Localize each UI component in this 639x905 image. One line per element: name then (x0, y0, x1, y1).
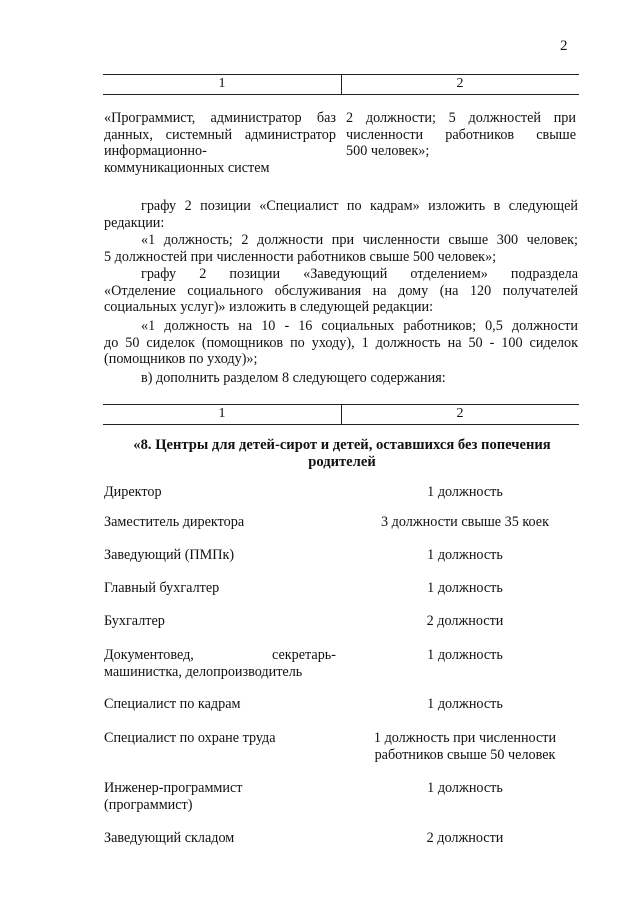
position-name (104, 514, 336, 531)
text-line: 1 должность (427, 484, 503, 500)
text-line: работников свыше 50 человек (374, 746, 556, 763)
table-header-bottom (103, 404, 579, 425)
text-line: 2 должности (426, 613, 504, 629)
text-line: 1 должность (427, 547, 503, 563)
text-line: машинистка, делопроизводитель (104, 663, 303, 680)
position-name (104, 484, 336, 501)
text-line: Директор (104, 484, 162, 500)
text-line: Специалист по кадрам (104, 696, 241, 712)
position-name (104, 780, 336, 813)
position-count (362, 484, 568, 501)
section-title-line: родителей (308, 454, 376, 470)
text-line: Документовед, секретарь- (104, 647, 336, 663)
position-count (362, 830, 568, 847)
position-name (104, 647, 336, 680)
position-count (362, 580, 568, 597)
column-2-header: 2 (456, 406, 464, 421)
position-name (104, 830, 336, 847)
position-name-cell (104, 110, 336, 176)
text-line: информационно- (104, 143, 207, 159)
position-name (104, 613, 336, 630)
section-title-line: «8. Центры для детей-сирот и детей, оставшихся без попечения (133, 437, 551, 453)
text-line: «Программист, администратор баз (104, 110, 336, 126)
position-count (362, 730, 568, 763)
text-line: редакции: (104, 214, 165, 231)
text-line: 500 человек»; (346, 143, 430, 159)
position-name (104, 547, 336, 564)
text-line: 1 должность (427, 696, 503, 712)
text-line: данных, системный администратор (104, 126, 336, 143)
text-line: 1 должность при численности (373, 730, 557, 746)
text-line: в) дополнить разделом 8 следующего содержания: (141, 370, 446, 386)
position-count (362, 647, 568, 664)
column-1-header: 1 (218, 76, 226, 91)
text-line: «1 должность; 2 должности при численности свыше 300 человек; (141, 232, 578, 248)
text-line: Заместитель директора (104, 514, 245, 530)
text-line: Главный бухгалтер (104, 580, 220, 596)
text-line: 3 должности свыше 35 коек (381, 514, 549, 530)
position-count-cell (346, 110, 576, 160)
text-line: 5 должностей при численности работников свыше 500 человек»; (104, 248, 497, 265)
text-line: 1 должность (427, 647, 503, 663)
page-number: 2 (560, 38, 568, 54)
paragraph (104, 198, 578, 231)
text-line: коммуникационных систем (104, 159, 270, 176)
text-line: «Отделение социального обслуживания на дому (на 120 получателей (104, 282, 578, 299)
text-line: (программист) (104, 796, 193, 813)
text-line: графу 2 позиции «Заведующий отделением» подраздела (141, 266, 578, 282)
paragraph (104, 232, 578, 265)
paragraph (104, 318, 578, 368)
text-line: Инженер-программист (104, 780, 243, 796)
text-line: Заведующий (ПМПк) (104, 547, 235, 563)
text-line: 1 должность (427, 780, 503, 796)
column-1-header: 1 (218, 406, 226, 421)
position-count (362, 780, 568, 797)
position-count (362, 514, 568, 531)
position-name (104, 580, 336, 597)
text-line: «1 должность на 10 - 16 социальных работников; 0,5 должности (141, 318, 578, 334)
column-2-header: 2 (456, 76, 464, 91)
position-count (362, 547, 568, 564)
position-count (362, 696, 568, 713)
text-line: (помощников по уходу)»; (104, 351, 258, 367)
text-line: до 50 сиделок (помощников по уходу), 1 должность на 50 - 100 сиделок (104, 334, 578, 351)
text-line: графу 2 позиции «Специалист по кадрам» изложить в следующей (141, 198, 578, 214)
section-title (104, 437, 580, 471)
text-line: Бухгалтер (104, 613, 165, 629)
position-name (104, 730, 336, 747)
text-line: социальных услуг)» изложить в следующей редакции: (104, 299, 434, 315)
text-line: 2 должности (426, 830, 504, 846)
text-line: 2 должности; 5 должностей при (346, 110, 576, 126)
text-line: Заведующий складом (104, 830, 235, 846)
paragraph (104, 370, 578, 387)
text-line: численности работников свыше (346, 126, 576, 143)
position-count (362, 613, 568, 630)
paragraph (104, 266, 578, 316)
text-line: Специалист по охране труда (104, 730, 276, 746)
position-name (104, 696, 336, 713)
table-header-top (103, 74, 579, 95)
text-line: 1 должность (427, 580, 503, 596)
